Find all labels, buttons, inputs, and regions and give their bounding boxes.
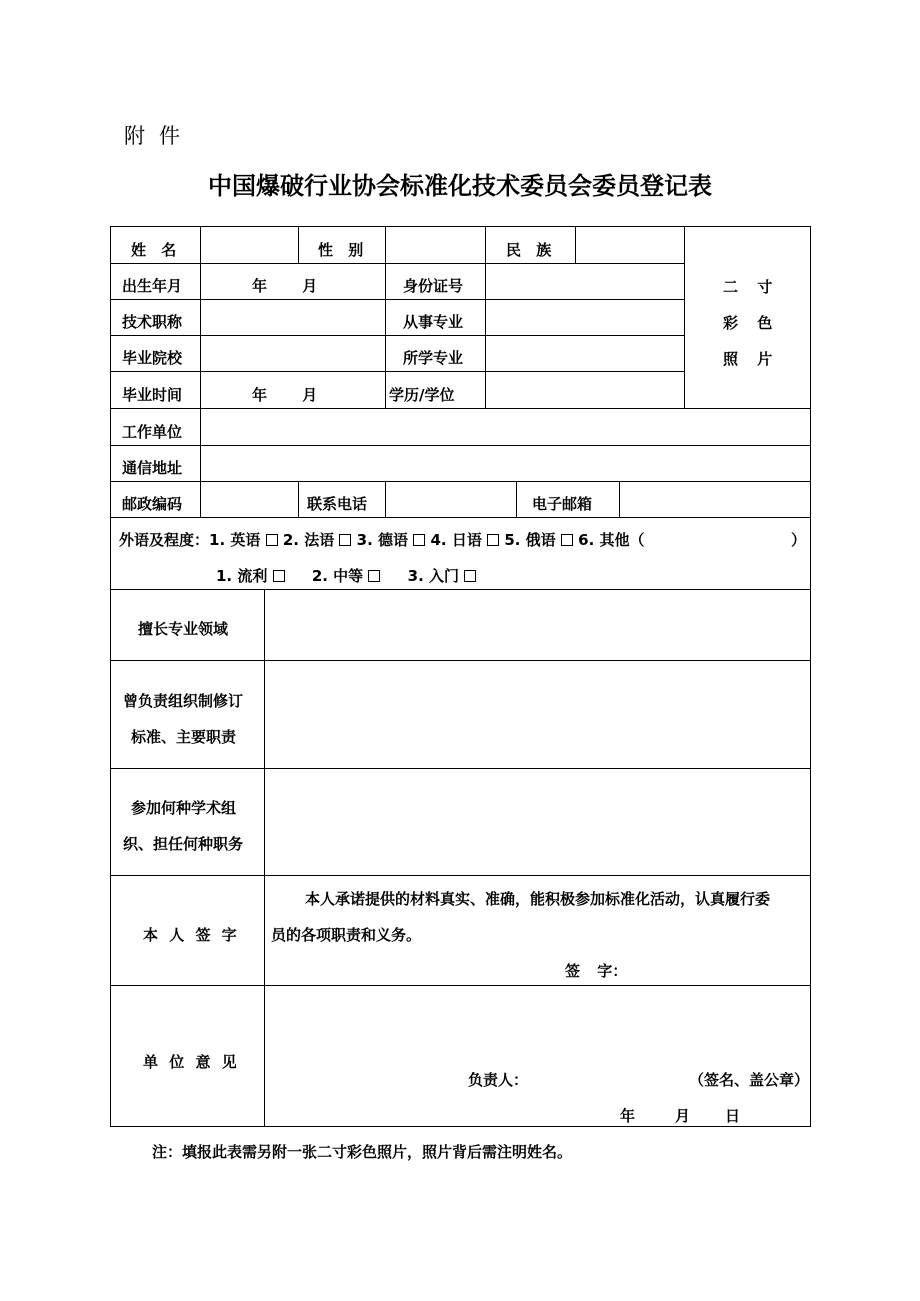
standards-field[interactable] xyxy=(265,661,810,767)
gender-label: 性 别 xyxy=(318,241,364,259)
ethnicity-field[interactable] xyxy=(576,228,683,262)
language-option-6: 6. 其他（ xyxy=(578,531,645,549)
language-option-1: 1. 英语 xyxy=(209,531,261,549)
grad-label: 毕业时间 xyxy=(122,386,183,404)
school-field[interactable] xyxy=(201,336,384,370)
address-label: 通信地址 xyxy=(122,459,183,477)
postcode-field[interactable] xyxy=(201,482,297,516)
degree-label: 学历/学位 xyxy=(389,386,455,404)
level-checkbox-3[interactable] xyxy=(464,570,476,582)
language-checkbox-4[interactable] xyxy=(487,534,499,546)
photo-label-line2: 彩 色 xyxy=(723,314,773,332)
orgs-label-line1: 参加何种学术组 xyxy=(131,799,237,817)
degree-field[interactable] xyxy=(486,372,683,407)
sign-label: 本 人 签 字 xyxy=(143,926,237,944)
language-checkbox-3[interactable] xyxy=(413,534,425,546)
phone-field[interactable] xyxy=(386,482,515,516)
gender-field[interactable] xyxy=(386,228,484,262)
name-label: 姓 名 xyxy=(131,241,177,259)
leader-label: 负责人： xyxy=(468,1071,529,1089)
photo-label-line1: 二 寸 xyxy=(723,278,773,296)
footer-note: 注：填报此表需另附一张二寸彩色照片，照片背后需注明姓名。 xyxy=(152,1143,573,1161)
language-option-5: 5. 俄语 xyxy=(504,531,556,549)
seal-label: （签名、盖公章） xyxy=(689,1071,810,1089)
id-field[interactable] xyxy=(486,264,683,298)
level-option-2: 2. 中等 xyxy=(311,567,364,585)
date-day: 日 xyxy=(725,1107,741,1125)
level-option-1: 1. 流利 xyxy=(216,567,268,585)
standards-label-line1: 曾负责组织制修订 xyxy=(123,692,244,710)
ethnicity-label: 民 族 xyxy=(506,241,552,259)
name-field[interactable] xyxy=(201,228,297,262)
registration-form-table xyxy=(110,226,811,1127)
birth-label: 出生年月 xyxy=(122,277,183,295)
major-label: 所学专业 xyxy=(403,349,464,367)
level-checkbox-1[interactable] xyxy=(273,570,285,582)
school-label: 毕业院校 xyxy=(122,349,183,367)
pledge-line1: 本人承诺提供的材料真实、准确，能积极参加标准化活动，认真履行委 xyxy=(305,890,771,908)
language-checkbox-2[interactable] xyxy=(339,534,351,546)
email-field[interactable] xyxy=(620,482,810,516)
id-label: 身份证号 xyxy=(403,277,464,295)
attachment-label: 附件 xyxy=(124,124,194,148)
unit-label: 单 位 意 见 xyxy=(143,1053,237,1071)
title-label: 技术职称 xyxy=(122,313,183,331)
field-label: 从事专业 xyxy=(403,313,464,331)
email-label: 电子邮箱 xyxy=(532,495,593,513)
grad-value[interactable]: 年 月 xyxy=(252,386,318,404)
level-row xyxy=(216,566,476,586)
field-field[interactable] xyxy=(486,300,683,334)
orgs-field[interactable] xyxy=(265,769,810,874)
address-field[interactable] xyxy=(201,446,810,480)
phone-label: 联系电话 xyxy=(307,495,368,513)
photo-label-line3: 照 片 xyxy=(723,350,773,368)
language-other-close: ） xyxy=(791,531,807,549)
language-row xyxy=(119,530,645,550)
language-checkbox-1[interactable] xyxy=(266,534,278,546)
expertise-field[interactable] xyxy=(265,590,810,659)
level-checkbox-2[interactable] xyxy=(368,570,380,582)
standards-label-line2: 标准、主要职责 xyxy=(131,728,237,746)
language-label: 外语及程度： xyxy=(119,531,210,549)
language-option-4: 4. 日语 xyxy=(430,531,482,549)
postcode-label: 邮政编码 xyxy=(122,495,183,513)
language-option-3: 3. 德语 xyxy=(356,531,409,549)
language-option-2: 2. 法语 xyxy=(282,531,335,549)
page-title: 中国爆破行业协会标准化技术委员会委员登记表 xyxy=(208,171,712,200)
unit-opinion-field[interactable] xyxy=(265,986,810,1072)
expertise-label: 擅长专业领域 xyxy=(138,620,229,638)
employer-label: 工作单位 xyxy=(122,423,183,441)
major-field[interactable] xyxy=(486,336,683,370)
orgs-label-line2: 织、担任何种职务 xyxy=(123,835,244,853)
birth-value[interactable]: 年 月 xyxy=(252,277,318,295)
title-field[interactable] xyxy=(201,300,384,334)
pledge-line2: 员的各项职责和义务。 xyxy=(271,926,422,944)
employer-field[interactable] xyxy=(201,409,810,444)
sign-text: 签 字： xyxy=(565,962,628,980)
date-year: 年 xyxy=(620,1107,636,1125)
signature-field[interactable] xyxy=(631,957,801,983)
date-month: 月 xyxy=(675,1107,691,1125)
language-checkbox-5[interactable] xyxy=(561,534,573,546)
level-option-3: 3. 入门 xyxy=(407,567,460,585)
